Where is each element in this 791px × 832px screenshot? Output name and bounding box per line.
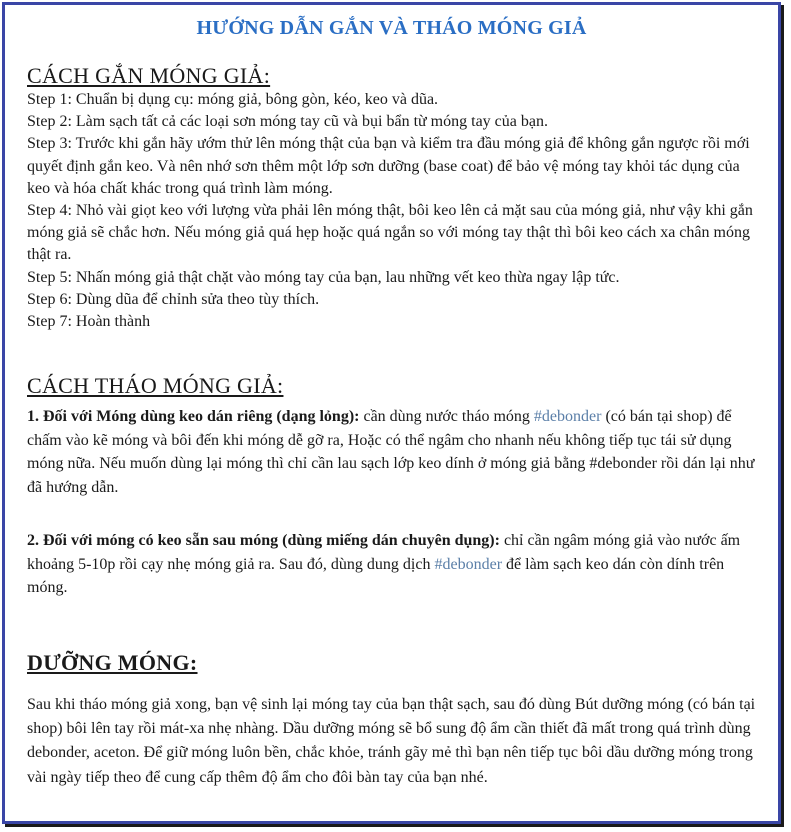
remove-liquid-glue-paragraph — [27, 405, 766, 499]
step-2: Step 2: Làm sạch tất cả các loại sơn móng tay cũ và bụi bẩn từ móng tay của bạn. — [27, 113, 548, 131]
step-3: Step 3: Trước khi gắn hãy ướm thử lên móng thật của bạn và kiểm tra đầu móng giả để không gắn ngược rồi mới quyết định gắn keo. Và nên nhớ sơn thêm một lớp sơn dưỡng (base coat) để bảo vệ móng tay khỏi tác dụng của keo và hóa chất khác trong quá trình làm móng. — [27, 135, 750, 197]
step-7: Step 7: Hoàn thành — [27, 313, 151, 331]
document-title: HƯỚNG DẪN GẮN VÀ THÁO MÓNG GIẢ — [196, 17, 587, 39]
remove-liquid-glue-text-a: cần dùng nước tháo móng — [359, 408, 534, 425]
remove-adhesive-tab-text-a: chỉ cần ngâm móng giả vào nước ấm khoảng 5-10p rồi cạy nhẹ móng giả ra. Sau đó, dùng dung dịch — [27, 532, 741, 573]
remove-adhesive-tab-text-b: để làm sạch keo dán còn dính trên móng. — [27, 555, 725, 596]
step-6: Step 6: Dùng dũa để chỉnh sửa theo tùy thích. — [27, 290, 320, 308]
attach-steps — [27, 89, 764, 333]
remove-liquid-glue-title: 1. Đối với Móng dùng keo dán riêng (dạng lỏng): — [27, 408, 360, 425]
remove-adhesive-tab-paragraph — [27, 529, 766, 600]
care-paragraph: Sau khi tháo móng giả xong, bạn vệ sinh lại móng tay của bạn thật sạch, sau đó dùng Bút dưỡng móng (có bán tại shop) bôi lên tay rồi mát-xa nhẹ nhàng. Dầu dưỡng móng sẽ bổ sung độ ẩm cần thiết đã mất trong quá trình dùng debonder, aceton. Để giữ móng luôn bền, chắc khỏe, tránh gãy mẻ thì bạn nên tiếp tục bôi dầu dưỡng móng trong vài ngày tiếp theo để cung cấp thêm độ ẩm cho đôi bàn tay của bạn nhé. — [27, 696, 756, 786]
care-heading: DƯỠNG MÓNG: — [27, 650, 198, 675]
document-frame — [2, 2, 781, 824]
debonder-hashtag[interactable]: #debonder — [434, 555, 503, 573]
remove-liquid-glue-text-b: (có bán tại shop) để chấm vào kẽ móng và bôi đến khi móng dễ gỡ ra, Hoặc có thể ngâm cho nhanh nếu không tiếp tục tái sử dụng móng nữa. Nếu muốn dùng lại móng thì chỉ cần lau sạch lớp keo dính ở móng giả bằng #debonder rồi dán lại như đã hướng dẫn. — [27, 408, 755, 496]
remove-heading: CÁCH THÁO MÓNG GIẢ: — [27, 373, 284, 398]
debonder-hashtag[interactable]: #debonder — [533, 408, 602, 425]
attach-heading: CÁCH GẮN MÓNG GIẢ: — [27, 63, 271, 88]
step-4: Step 4: Nhỏ vài giọt keo với lượng vừa phải lên móng thật, bôi keo lên cả mặt sau của móng giả, như vậy khi gắn móng giả sẽ chắc hơn. Nếu móng giả quá hẹp hoặc quá ngắn so với móng tay thật thì bôi keo cách xa chân móng thật ra. — [27, 202, 753, 264]
remove-adhesive-tab-title: 2. Đối với móng có keo sẵn sau móng (dùng miếng dán chuyên dụng): — [27, 532, 500, 549]
step-5: Step 5: Nhấn móng giả thật chặt vào móng tay của bạn, lau những vết keo thừa ngay lập tức. — [27, 268, 620, 286]
step-1: Step 1: Chuẩn bị dụng cụ: móng giả, bông gòn, kéo, keo và dũa. — [27, 91, 439, 108]
